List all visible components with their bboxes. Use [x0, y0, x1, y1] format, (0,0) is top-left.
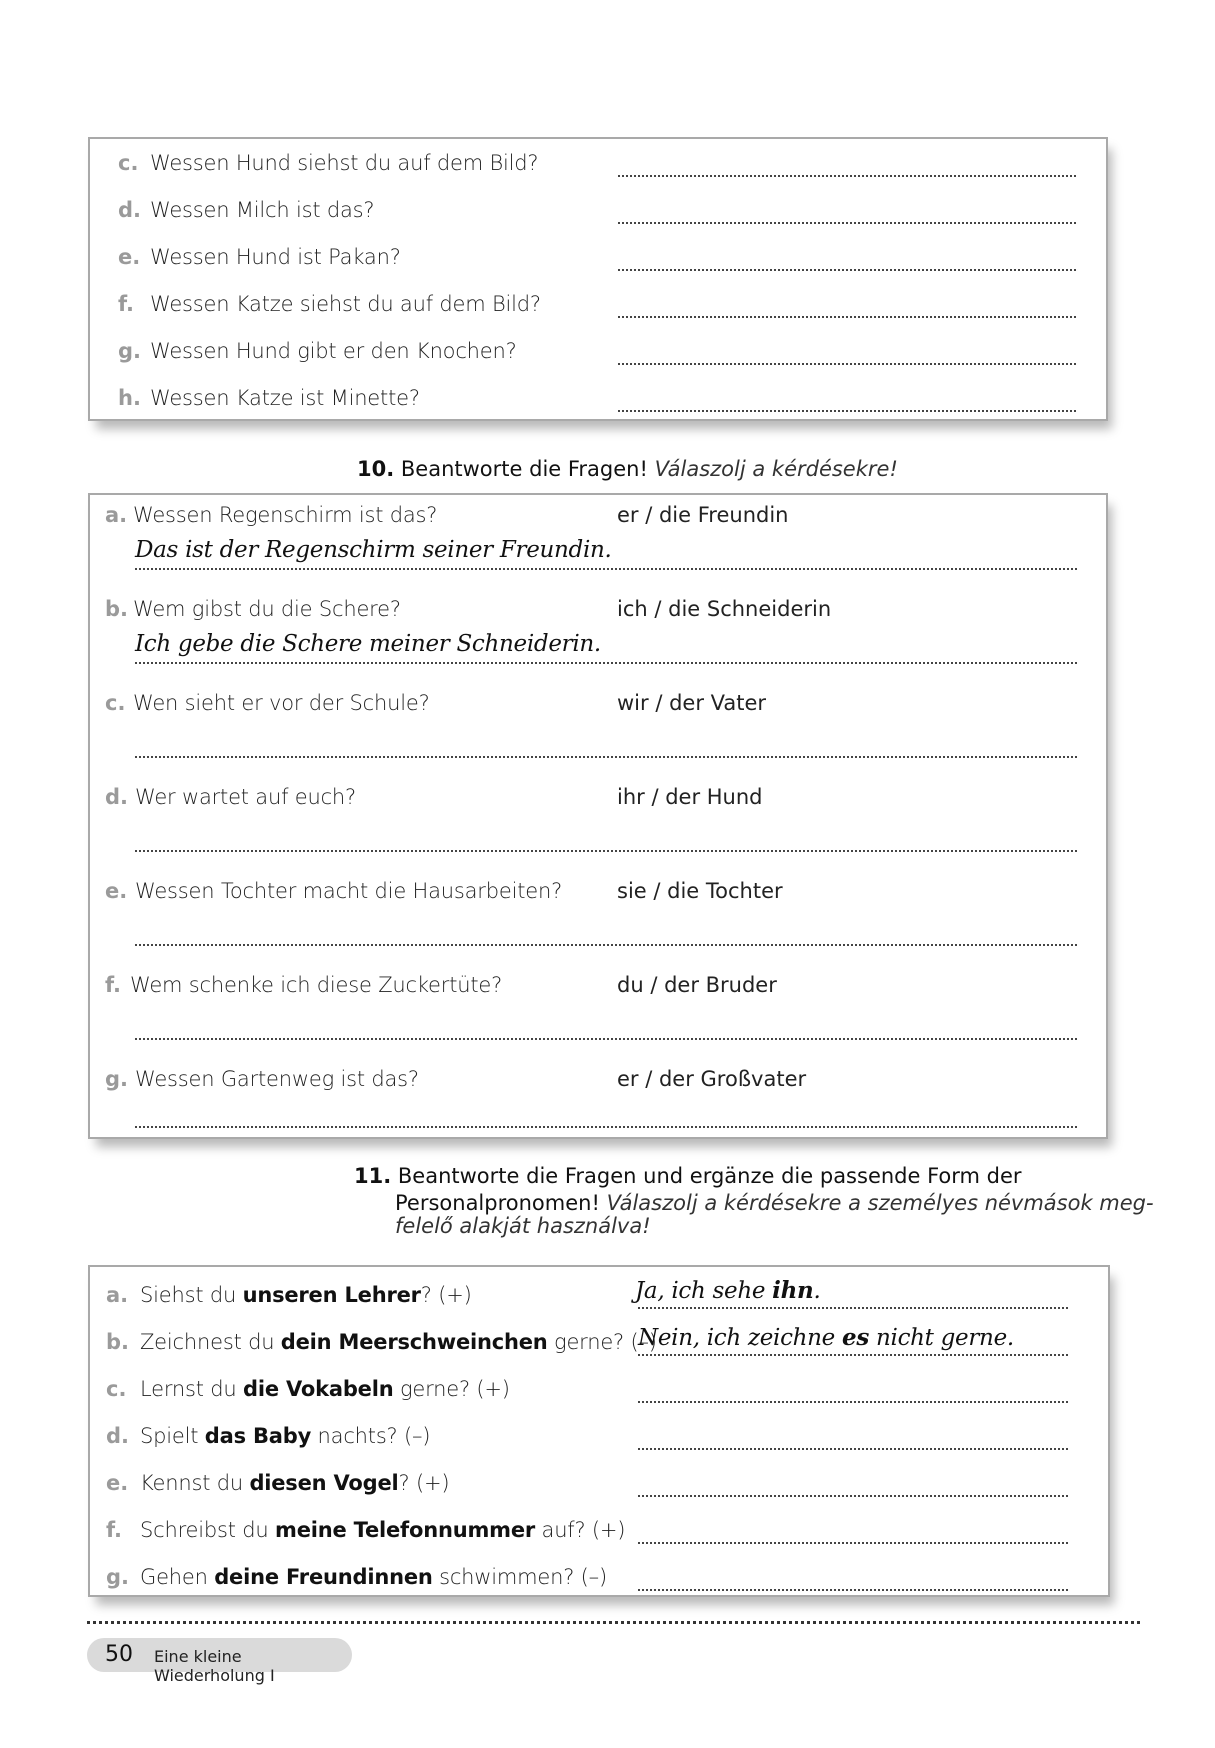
- exercise-11-item-g: [90, 1561, 1108, 1601]
- handwritten-answer: Ich gebe die Schere meiner Schneiderin.: [135, 631, 601, 657]
- item-question: Wessen Tochter macht die Hausarbeiten?: [135, 879, 563, 903]
- item-letter: a.: [105, 503, 128, 527]
- item-letter: d.: [118, 198, 142, 222]
- answer-line[interactable]: [618, 316, 1076, 318]
- question-post: nachts? (–): [311, 1424, 431, 1448]
- item-hint: du / der Bruder: [617, 973, 777, 997]
- question-pre: Siehst du: [140, 1283, 243, 1307]
- question-post: auf? (+): [535, 1518, 626, 1542]
- exercise-9-item-d: [90, 194, 1106, 234]
- item-hint: wir / der Vater: [617, 691, 767, 715]
- instruction-hungarian: Válaszolj a kérdésekre!: [654, 457, 898, 481]
- question-post: ? (+): [420, 1283, 472, 1307]
- question-post: ? (+): [398, 1471, 450, 1495]
- answer-line[interactable]: [638, 1354, 1068, 1356]
- item-hint: ich / die Schneiderin: [617, 597, 832, 621]
- instruction-german: Beantworte die Fragen und ergänze die passende Form der: [397, 1164, 1022, 1188]
- question-object: diesen Vogel: [249, 1471, 399, 1495]
- exercise-10-item-c: [90, 683, 1106, 773]
- exercise-9-item-g: [90, 335, 1106, 375]
- page-footer: [87, 1638, 352, 1685]
- answer-line[interactable]: [135, 1126, 1077, 1128]
- exercise-11-item-d: [90, 1420, 1108, 1460]
- answer-line[interactable]: [618, 175, 1076, 177]
- exercise-11-item-c: [90, 1373, 1108, 1413]
- handwritten-answer: [635, 1277, 820, 1304]
- answer-post: nicht gerne.: [869, 1325, 1014, 1351]
- question-object: meine Telefonnummer: [275, 1518, 536, 1542]
- exercise-11-item-b: [90, 1326, 1108, 1366]
- item-question: Wem gibst du die Schere?: [133, 597, 401, 621]
- question-pre: Schreibst du: [140, 1518, 276, 1542]
- item-question: [140, 1518, 625, 1542]
- item-letter: c.: [106, 1377, 127, 1401]
- item-letter: f.: [118, 292, 134, 316]
- answer-line[interactable]: [638, 1542, 1068, 1544]
- item-question: Wessen Hund siehst du auf dem Bild?: [150, 151, 539, 175]
- item-letter: c.: [118, 151, 139, 175]
- item-letter: g.: [106, 1565, 130, 1589]
- item-question: Wessen Katze siehst du auf dem Bild?: [150, 292, 541, 316]
- exercise-11-item-f: [90, 1514, 1108, 1554]
- item-letter: g.: [105, 1067, 129, 1091]
- item-question: [140, 1471, 449, 1495]
- item-letter: d.: [105, 785, 129, 809]
- answer-line[interactable]: [618, 269, 1076, 271]
- item-letter: c.: [105, 691, 126, 715]
- exercise-11-item-e: [90, 1467, 1108, 1507]
- exercise-10-item-a: [90, 495, 1106, 585]
- exercise-9-box: [88, 137, 1108, 421]
- question-pre: Spielt: [140, 1424, 205, 1448]
- exercise-10-item-d: [90, 777, 1106, 867]
- item-letter: b.: [106, 1330, 130, 1354]
- item-letter: e.: [105, 879, 128, 903]
- question-pre: Gehen: [140, 1565, 215, 1589]
- item-question: Wessen Hund ist Pakan?: [150, 245, 401, 269]
- item-question: [140, 1283, 472, 1307]
- question-object: deine Freundinnen: [214, 1565, 433, 1589]
- exercise-number: 10.: [357, 457, 395, 481]
- item-question: Wessen Katze ist Minette?: [150, 386, 420, 410]
- answer-line[interactable]: [135, 662, 1077, 664]
- item-letter: h.: [118, 386, 141, 410]
- answer-pre: Ja, ich sehe: [635, 1278, 773, 1304]
- answer-line[interactable]: [618, 410, 1076, 412]
- question-pre: Zeichnest du: [140, 1330, 281, 1354]
- heading-line-3: felelő alakját használva!: [395, 1214, 651, 1238]
- item-question: Wessen Gartenweg ist das?: [135, 1067, 419, 1091]
- exercise-10-item-f: [90, 965, 1106, 1055]
- exercise-9-item-f: [90, 288, 1106, 328]
- question-pre: Kennst du: [140, 1471, 250, 1495]
- exercise-9-item-c: [90, 147, 1106, 187]
- footer-divider: [87, 1621, 1140, 1624]
- question-post: gerne? (+): [393, 1377, 510, 1401]
- answer-pronoun: es: [842, 1324, 869, 1351]
- question-object: dein Meerschweinchen: [280, 1330, 548, 1354]
- heading-line-1: [354, 1162, 1134, 1191]
- item-question: Wessen Hund gibt er den Knochen?: [150, 339, 517, 363]
- exercise-9-item-e: [90, 241, 1106, 281]
- answer-line[interactable]: [638, 1307, 1068, 1309]
- question-object: das Baby: [204, 1424, 312, 1448]
- item-hint: er / der Großvater: [617, 1067, 807, 1091]
- chapter-title: Eine kleine Wiederholung I: [154, 1647, 275, 1685]
- answer-line[interactable]: [618, 222, 1076, 224]
- exercise-10-heading: [357, 455, 898, 484]
- item-letter: e.: [106, 1471, 129, 1495]
- page-number: 50: [105, 1642, 133, 1667]
- item-letter: f.: [105, 973, 121, 997]
- answer-pronoun: ihn: [772, 1277, 814, 1304]
- answer-line[interactable]: [638, 1401, 1068, 1403]
- question-post: schwimmen? (–): [432, 1565, 607, 1589]
- item-hint: sie / die Tochter: [617, 879, 783, 903]
- exercise-number: 11.: [354, 1164, 392, 1188]
- question-pre: Lernst du: [140, 1377, 243, 1401]
- item-letter: e.: [118, 245, 141, 269]
- answer-line[interactable]: [618, 363, 1076, 365]
- exercise-11-box: [88, 1265, 1110, 1597]
- instruction-german-cont: Personalpronomen!: [395, 1191, 600, 1215]
- item-question: Wessen Milch ist das?: [150, 198, 375, 222]
- item-question: [140, 1377, 510, 1401]
- instruction-hungarian: Válaszolj a kérdésekre a személyes névmások meg-: [606, 1191, 1154, 1215]
- exercise-9-item-h: [90, 382, 1106, 422]
- answer-pre: Nein, ich zeichne: [638, 1325, 843, 1351]
- handwritten-answer: Das ist der Regenschirm seiner Freundin.: [135, 537, 612, 563]
- item-question: Wem schenke ich diese Zuckertüte?: [130, 973, 503, 997]
- exercise-10-box: [88, 493, 1108, 1139]
- item-question: Wer wartet auf euch?: [135, 785, 356, 809]
- item-question: [140, 1330, 657, 1354]
- exercise-10-item-b: [90, 589, 1106, 679]
- question-object: die Vokabeln: [243, 1377, 394, 1401]
- item-question: [140, 1424, 430, 1448]
- answer-line[interactable]: [135, 944, 1077, 946]
- item-letter: f.: [106, 1518, 122, 1542]
- item-hint: er / die Freundin: [617, 503, 789, 527]
- answer-line[interactable]: [135, 568, 1077, 570]
- answer-line[interactable]: [638, 1495, 1068, 1497]
- question-object: unseren Lehrer: [242, 1283, 421, 1307]
- answer-line[interactable]: [638, 1589, 1068, 1591]
- item-letter: g.: [118, 339, 142, 363]
- item-letter: b.: [105, 597, 129, 621]
- item-hint: ihr / der Hund: [617, 785, 763, 809]
- exercise-11-item-a: [90, 1279, 1108, 1319]
- item-question: Wen sieht er vor der Schule?: [133, 691, 430, 715]
- handwritten-answer: [638, 1324, 1014, 1351]
- answer-line[interactable]: [135, 1038, 1077, 1040]
- answer-line[interactable]: [638, 1448, 1068, 1450]
- item-question: [140, 1565, 607, 1589]
- answer-line[interactable]: [135, 756, 1077, 758]
- answer-post: .: [813, 1278, 821, 1304]
- item-letter: d.: [106, 1424, 130, 1448]
- question-post: gerne? (–): [547, 1330, 657, 1354]
- exercise-10-item-g: [90, 1059, 1106, 1139]
- item-letter: a.: [106, 1283, 129, 1307]
- item-question: Wessen Regenschirm ist das?: [133, 503, 438, 527]
- exercise-11-heading: [354, 1162, 1154, 1241]
- exercise-10-item-e: [90, 871, 1106, 961]
- instruction-german: Beantworte die Fragen!: [400, 457, 648, 481]
- answer-line[interactable]: [135, 850, 1077, 852]
